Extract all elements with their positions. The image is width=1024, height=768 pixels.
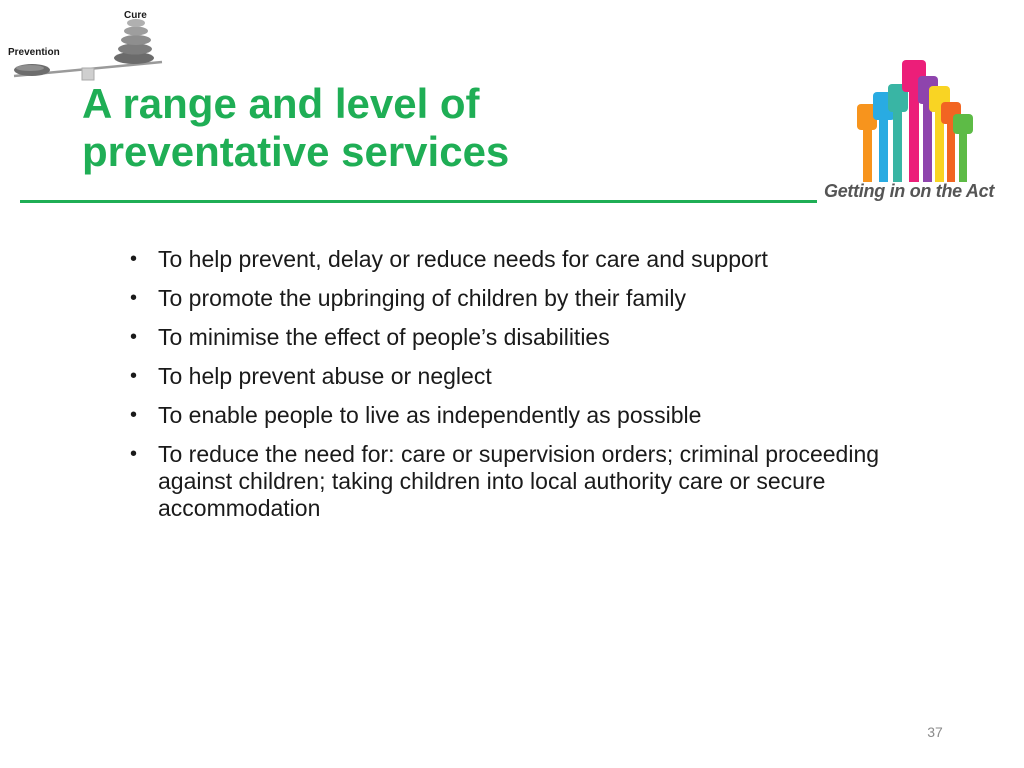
title-line-1: A range and level of <box>82 80 480 127</box>
cure-label: Cure <box>124 10 147 21</box>
bullet-dot: • <box>130 404 138 426</box>
slide-title <box>82 80 702 176</box>
bullet-dot: • <box>130 326 138 348</box>
list-item <box>130 441 930 522</box>
bullet-text: To help prevent, delay or reduce needs for care and support <box>158 246 768 272</box>
list-item <box>130 285 930 312</box>
bullet-text: To enable people to live as independently as possible <box>158 402 702 428</box>
balance-stones-icon <box>4 4 174 86</box>
bullet-dot: • <box>130 365 138 387</box>
raised-hands-icon <box>855 58 975 182</box>
bullet-dot: • <box>130 287 138 309</box>
bullet-dot: • <box>130 443 138 465</box>
list-item <box>130 324 930 351</box>
bullet-list <box>130 246 930 534</box>
bullet-text: To help prevent abuse or neglect <box>158 363 492 389</box>
title-divider <box>20 200 817 203</box>
page-number: 37 <box>927 724 943 740</box>
list-item <box>130 402 930 429</box>
getting-in-on-the-act-logo <box>855 58 975 182</box>
bullet-text: To reduce the need for: care or supervision orders; criminal proceeding against children; taking children into local authority care or secure accommodation <box>158 441 880 521</box>
title-line-2: preventative services <box>82 128 510 175</box>
bullet-dot: • <box>130 248 138 270</box>
bullet-text: To promote the upbringing of children by their family <box>158 285 687 311</box>
bullet-text: To minimise the effect of people’s disabilities <box>158 324 610 350</box>
prevention-label: Prevention <box>8 47 60 58</box>
balance-stones-logo <box>4 4 174 86</box>
list-item <box>130 246 930 273</box>
list-item <box>130 363 930 390</box>
logo-caption: Getting in on the Act <box>824 181 995 201</box>
